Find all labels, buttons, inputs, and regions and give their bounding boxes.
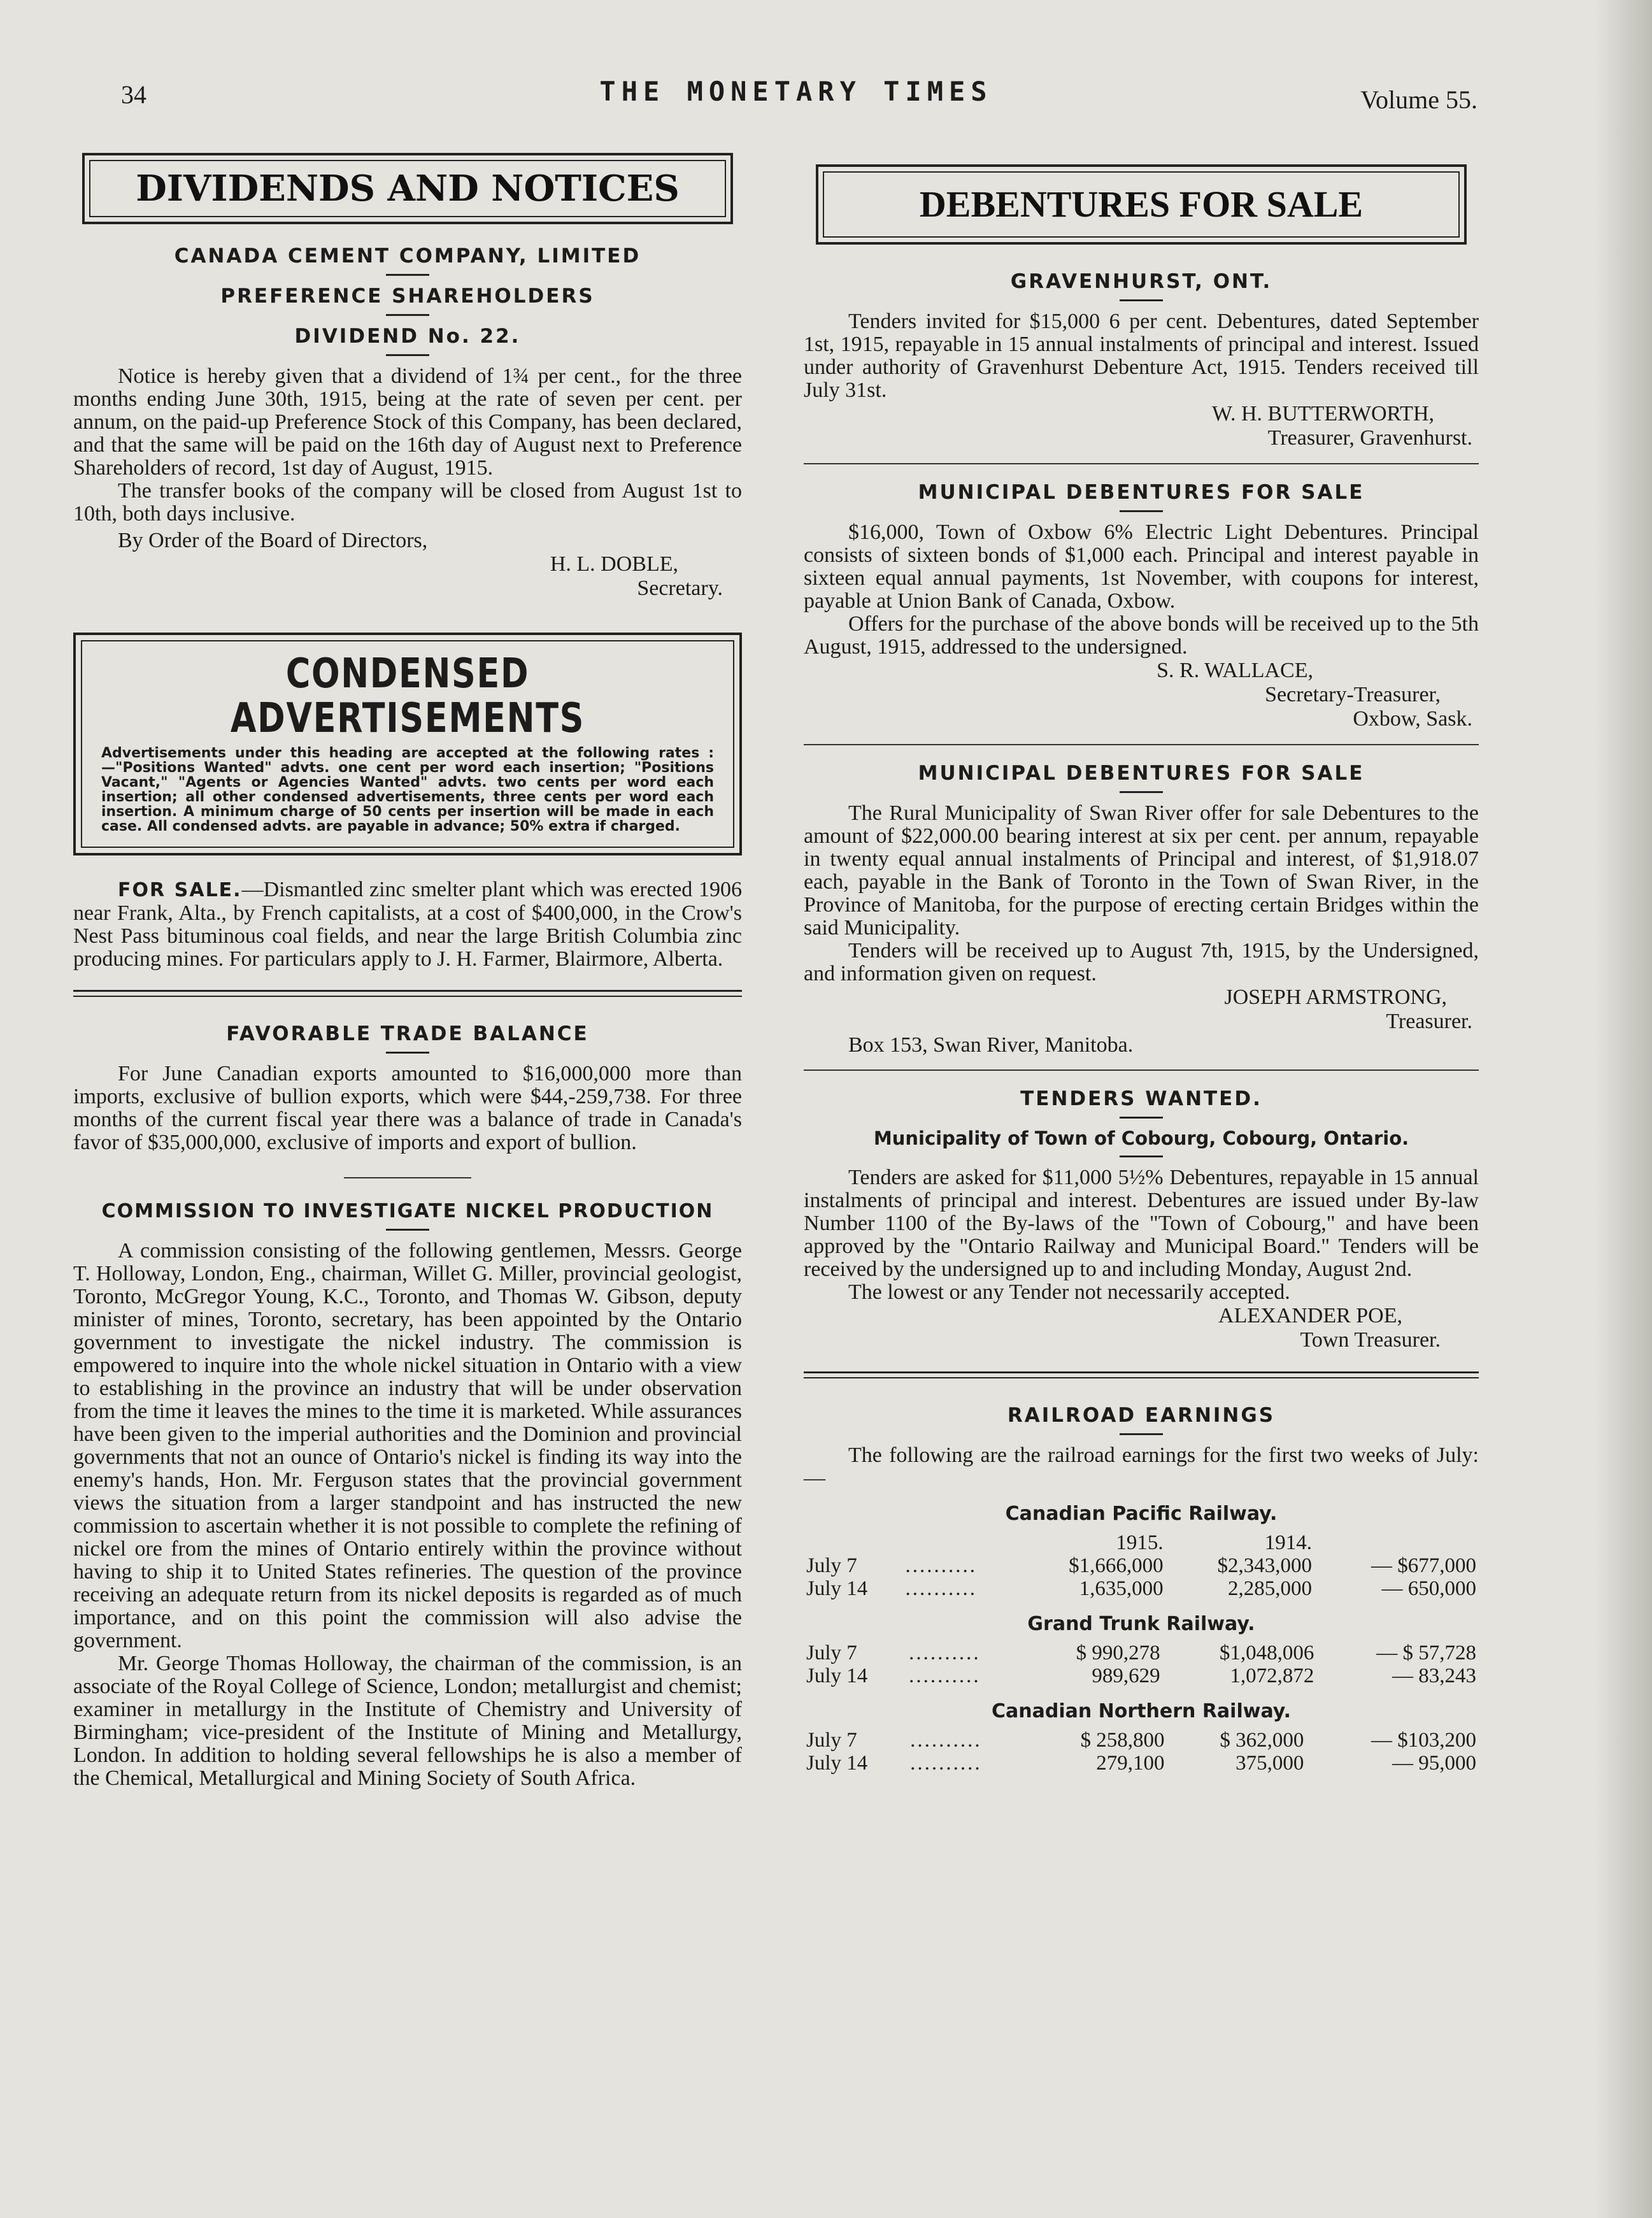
railroad-earnings bbox=[804, 1404, 1479, 1775]
year-1914: 1914. bbox=[1264, 1531, 1312, 1554]
for-sale-ad bbox=[73, 878, 742, 971]
swan-title: MUNICIPAL DEBENTURES FOR SALE bbox=[918, 762, 1365, 785]
swan-paragraph-2: Tenders will be received up to August 7th, 1915, by the Undersigned, and information given on request. bbox=[804, 939, 1479, 985]
cobourg-title: TENDERS WANTED. bbox=[1020, 1087, 1262, 1110]
row-label: July 7 bbox=[806, 1554, 857, 1577]
cement-paragraph-1: Notice is hereby given that a dividend of 1¾ per cent., for the three months ending June 30th, 1915, being at the rate of seven per cent. per annum, on the paid-up Preference Stock of this Company, has been declared, and that the same will be paid on the 16th day of August next to Preference Shareholders of record, 1st day of August, 1915. bbox=[73, 364, 742, 480]
swan-box: Box 153, Swan River, Manitoba. bbox=[848, 1033, 1134, 1057]
journal-title: THE MONETARY TIMES bbox=[599, 76, 993, 107]
divider bbox=[1120, 1117, 1163, 1119]
value-1914: $2,343,000 bbox=[1217, 1554, 1312, 1577]
cement-holders: PREFERENCE SHAREHOLDERS bbox=[220, 285, 595, 308]
oxbow-role: Secretary-Treasurer, bbox=[1265, 683, 1441, 706]
section-rule bbox=[804, 1371, 1479, 1378]
value-diff: — $677,000 bbox=[1371, 1554, 1476, 1577]
value-1914: 375,000 bbox=[1235, 1752, 1304, 1775]
railroad-intro: The following are the railroad earnings for the first two weeks of July:— bbox=[804, 1443, 1479, 1490]
divider bbox=[1120, 510, 1163, 512]
leader-dots: .......... bbox=[905, 1554, 977, 1577]
gravenhurst-signatory: W. H. BUTTERWORTH, bbox=[1212, 402, 1434, 426]
value-diff: — 95,000 bbox=[1392, 1752, 1476, 1775]
divider bbox=[1120, 299, 1163, 301]
cnr-table bbox=[804, 1729, 1479, 1775]
condensed-advertisements-box bbox=[73, 633, 742, 855]
table-row bbox=[804, 1664, 1479, 1687]
cobourg-signatory: ALEXANDER POE, bbox=[1218, 1304, 1402, 1327]
value-diff: — 83,243 bbox=[1392, 1664, 1476, 1687]
volume-label: Volume 55. bbox=[1360, 85, 1478, 114]
condensed-rates: Advertisements under this heading are accepted at the following rates :—"Positions Wanted" advts. one cent per word each insertion; "Positions Vacant," "Agents or Agencies Wanted" advts. two cents per word each insertion; all other condensed advertisements, three cents per word each insertion. A minimum charge of 50 cents per insertion will be made in each case. All condensed advts. are payable in advance; 50% extra if charged. bbox=[101, 745, 714, 834]
leader-dots: .......... bbox=[910, 1729, 982, 1752]
divider bbox=[1120, 1156, 1163, 1157]
leader-dots: .......... bbox=[905, 1577, 977, 1600]
cpr-name: Canadian Pacific Railway. bbox=[1005, 1503, 1278, 1525]
cobourg-notice bbox=[804, 1087, 1479, 1352]
table-row bbox=[804, 1752, 1479, 1775]
swan-river-notice bbox=[804, 762, 1479, 1057]
left-column bbox=[73, 153, 742, 1790]
swan-role: Treasurer. bbox=[1386, 1010, 1472, 1033]
value-1915: $ 258,800 bbox=[1080, 1729, 1165, 1752]
section-rule bbox=[804, 744, 1479, 745]
table-row bbox=[804, 1642, 1479, 1664]
divider bbox=[386, 1229, 429, 1231]
section-rule bbox=[804, 1070, 1479, 1071]
divider bbox=[386, 1052, 429, 1054]
value-1914: $1,048,006 bbox=[1219, 1642, 1314, 1664]
condensed-title: CONDENSED ADVERTISEMENTS bbox=[230, 650, 585, 742]
cobourg-subtitle: Municipality of Town of Cobourg, Cobourg, Ontario. bbox=[873, 1127, 1409, 1149]
leader-dots: .......... bbox=[909, 1664, 981, 1687]
value-1914: 2,285,000 bbox=[1227, 1577, 1312, 1600]
for-sale-text: —Dismantled zinc smelter plant which was erected 1906 near Frank, Alta., by French capitalists, at a cost of $400,000, in the Crow's Nest Pass bituminous coal fields, and near the large British Columbia zinc producing mines. For particulars apply to J. H. Farmer, Blairmore, Alberta. bbox=[73, 878, 742, 971]
value-1914: 1,072,872 bbox=[1230, 1664, 1314, 1687]
divider bbox=[386, 274, 429, 276]
oxbow-paragraph-1: $16,000, Town of Oxbow 6% Electric Light Debentures. Principal consists of sixteen bonds of $1,000 each. Principal and interest payable in sixteen equal annual payments, 1st November, with coupons for interest, payable at Union Bank of Canada, Oxbow. bbox=[804, 520, 1479, 613]
row-label: July 14 bbox=[806, 1664, 868, 1687]
divider bbox=[1120, 791, 1163, 793]
section-rule bbox=[804, 463, 1479, 464]
oxbow-signatory: S. R. WALLACE, bbox=[1157, 659, 1313, 682]
debentures-box bbox=[816, 164, 1467, 245]
divider bbox=[1120, 1433, 1163, 1435]
row-label: July 14 bbox=[806, 1752, 868, 1775]
cpr-table bbox=[804, 1531, 1479, 1600]
gravenhurst-title: GRAVENHURST, ONT. bbox=[1010, 270, 1272, 293]
value-1915: $ 990,278 bbox=[1076, 1642, 1160, 1664]
value-diff: — $ 57,728 bbox=[1376, 1642, 1476, 1664]
for-sale-label: FOR SALE. bbox=[118, 879, 242, 901]
nickel-title: COMMISSION TO INVESTIGATE NICKEL PRODUCTION bbox=[101, 1200, 714, 1222]
cement-company: CANADA CEMENT COMPANY, LIMITED bbox=[174, 245, 641, 268]
cnr-name: Canadian Northern Railway. bbox=[992, 1700, 1291, 1722]
swan-signatory: JOSEPH ARMSTRONG, bbox=[1224, 985, 1447, 1009]
value-1915: 989,629 bbox=[1092, 1664, 1160, 1687]
year-1915: 1915. bbox=[1116, 1531, 1164, 1554]
value-1914: $ 362,000 bbox=[1220, 1729, 1304, 1752]
divider bbox=[386, 354, 429, 356]
debentures-title: DEBENTURES FOR SALE bbox=[823, 171, 1460, 238]
row-label: July 7 bbox=[806, 1729, 857, 1752]
nickel-article bbox=[73, 1200, 742, 1790]
trade-title: FAVORABLE TRADE BALANCE bbox=[226, 1022, 589, 1045]
dividends-title: DIVIDENDS AND NOTICES bbox=[89, 160, 726, 217]
cement-signatory: H. L. DOBLE, bbox=[550, 552, 678, 576]
table-row bbox=[804, 1531, 1479, 1554]
table-row bbox=[804, 1729, 1479, 1752]
trade-balance-article bbox=[73, 1022, 742, 1154]
leader-dots: .......... bbox=[910, 1752, 982, 1775]
oxbow-paragraph-2: Offers for the purchase of the above bonds will be received up to the 5th August, 1915, addressed to the undersigned. bbox=[804, 612, 1479, 659]
gravenhurst-text: Tenders invited for $15,000 6 per cent. Debentures, dated September 1st, 1915, repayable in 15 annual instalments of principal and interest. Issued under authority of Gravenhurst Debenture Act, 1915. Tenders received till July 31st. bbox=[804, 310, 1479, 402]
value-diff: — $103,200 bbox=[1371, 1729, 1476, 1752]
gtr-name: Grand Trunk Railway. bbox=[1027, 1613, 1255, 1635]
short-rule bbox=[344, 1177, 471, 1178]
right-column bbox=[804, 153, 1479, 1775]
table-row bbox=[804, 1554, 1479, 1577]
nickel-paragraph-1: A commission consisting of the following gentlemen, Messrs. George T. Holloway, London, Eng., chairman, Willet G. Miller, provincial geologist, Toronto, McGregor Young, K.C., Toronto, and Thomas W. Gibson, deputy minister of mines, Toronto, secretary, has been appointed by the Ontario government to investigate the nickel industry. The commission is empowered to inquire into the whole nickel situation in Ontario with a view to establishing in the province an industry that will be under observation from the time it leaves the mines to the time it is marketed. While assurances have been given to the imperial authorities and the Dominion and provincial governments that not an ounce of Ontario's nickel is finding its way into the enemy's hands, Hon. Mr. Ferguson states that the provincial government views the situation from a larger standpoint and has instructed the new commission to ascertain whether it is not possible to complete the refining of nickel ore from the mines of Ontario entirely within the province without having to ship it to United States refineries. The question of the province receiving an adequate return from its nickel deposits is regarded as of much importance, and on this point the commission will also advise the government. bbox=[73, 1239, 742, 1652]
railroad-title: RAILROAD EARNINGS bbox=[1007, 1404, 1276, 1427]
cobourg-role: Town Treasurer. bbox=[1300, 1328, 1441, 1352]
section-rule bbox=[73, 990, 742, 997]
divider bbox=[386, 314, 429, 316]
oxbow-notice bbox=[804, 481, 1479, 731]
dividends-box bbox=[82, 153, 733, 224]
cement-dividend: DIVIDEND No. 22. bbox=[294, 325, 521, 348]
cobourg-paragraph-2: The lowest or any Tender not necessarily accepted. bbox=[848, 1280, 1290, 1304]
page-edge-shadow bbox=[1595, 0, 1652, 2218]
row-label: July 14 bbox=[806, 1577, 868, 1600]
leader-dots: .......... bbox=[909, 1642, 981, 1664]
cement-paragraph-2: The transfer books of the company will be closed from August 1st to 10th, both days inclusive. bbox=[73, 479, 742, 526]
oxbow-title: MUNICIPAL DEBENTURES FOR SALE bbox=[918, 481, 1365, 504]
oxbow-place: Oxbow, Sask. bbox=[1353, 707, 1472, 731]
cement-signatory-role: Secretary. bbox=[637, 576, 723, 600]
cement-order: By Order of the Board of Directors, bbox=[118, 529, 428, 552]
gravenhurst-notice bbox=[804, 270, 1479, 450]
cement-notice bbox=[73, 245, 742, 601]
swan-paragraph-1: The Rural Municipality of Swan River offer for sale Debentures to the amount of $22,000.00 bearing interest at six per cent. per annum, repayable in twenty equal annual instalments of Principal and interest, of $1,918.07 each, payable in the Bank of Toronto in the Town of Swan River, in the Province of Manitoba, for the purpose of erecting certain Bridges within the said Municipality. bbox=[804, 801, 1479, 940]
value-1915: 279,100 bbox=[1096, 1752, 1165, 1775]
gtr-table bbox=[804, 1642, 1479, 1687]
running-head bbox=[115, 76, 1478, 124]
page-number: 34 bbox=[121, 80, 146, 109]
value-diff: — 650,000 bbox=[1381, 1577, 1476, 1600]
value-1915: $1,666,000 bbox=[1069, 1554, 1164, 1577]
table-row bbox=[804, 1577, 1479, 1600]
cobourg-paragraph-1: Tenders are asked for $11,000 5½% Debentures, repayable in 15 annual instalments of principal and interest. Debentures are issued under By-law Number 1100 of the By-laws of the "Town of Cobourg," and have been approved by the "Ontario Railway and Municipal Board." Tenders will be received by the undersigned up to and including Monday, August 2nd. bbox=[804, 1166, 1479, 1281]
trade-text: For June Canadian exports amounted to $16,000,000 more than imports, exclusive of bullion exports, which were $44,-259,738. For three months of the current fiscal year there was a balance of trade in Canada's favor of $35,000,000, exclusive of imports and export of bullion. bbox=[73, 1062, 742, 1154]
gravenhurst-role: Treasurer, Gravenhurst. bbox=[1267, 426, 1472, 450]
value-1915: 1,635,000 bbox=[1079, 1577, 1164, 1600]
row-label: July 7 bbox=[806, 1642, 857, 1664]
nickel-paragraph-2: Mr. George Thomas Holloway, the chairman of the commission, is an associate of the Royal College of Science, London; metallurgist and chemist; examiner in metallurgy in the Institute of Chemistry and University of Birmingham; vice-president of the Institute of Mining and Metallurgy, London. In addition to holding several fellowships he is also a member of the Chemical, Metallurgical and Mining Society of South Africa. bbox=[73, 1652, 742, 1790]
